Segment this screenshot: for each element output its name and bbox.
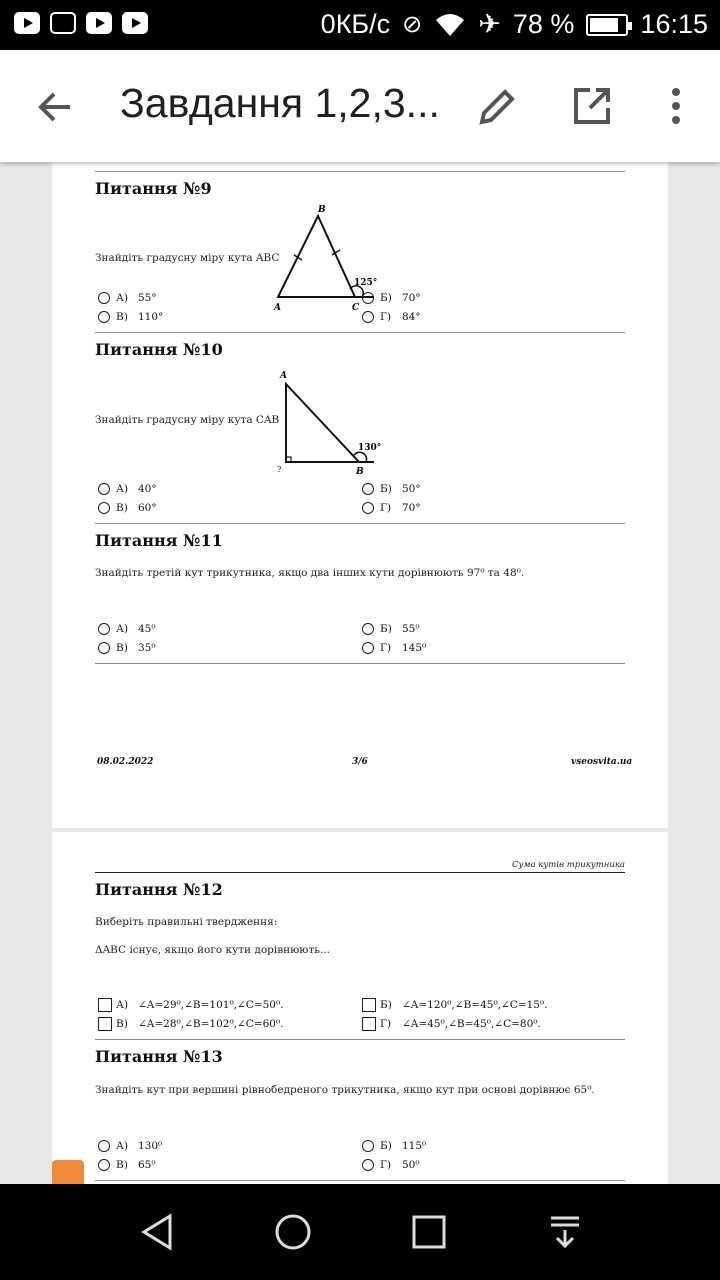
question-text: Знайдіть градусну міру кута CAB: [95, 414, 280, 426]
radio-icon[interactable]: [362, 642, 374, 654]
option-d[interactable]: Г) 84°: [362, 311, 421, 323]
footer-page: 3/6: [352, 757, 368, 767]
checkbox-icon[interactable]: [362, 998, 376, 1012]
question-title: Питання №12: [95, 880, 223, 899]
youtube-notification-icon: [14, 12, 40, 34]
option-b[interactable]: Б) 115⁰: [362, 1140, 426, 1152]
radio-icon[interactable]: [362, 1140, 374, 1152]
option-b[interactable]: Б) 50°: [362, 483, 421, 495]
radio-icon[interactable]: [362, 623, 374, 635]
angle-label: 130°: [358, 443, 382, 453]
youtube-notification-icon: [86, 12, 112, 34]
question-text: Знайдіть третій кут трикутника, якщо два інших кути дорівнюють 97⁰ та 48⁰.: [95, 567, 525, 579]
option-b[interactable]: Б) ∠A=120⁰,∠B=45⁰,∠C=15⁰.: [362, 998, 548, 1012]
question-text: ΔABC існує, якщо його кути дорівнюють...: [95, 944, 330, 956]
divider: [95, 332, 625, 333]
radio-icon[interactable]: [362, 311, 374, 323]
footer-date: 08.02.2022: [97, 757, 154, 767]
option-a[interactable]: А) 55°: [98, 292, 157, 304]
divider: [95, 171, 625, 172]
image-notification-icon: [50, 12, 76, 34]
radio-icon[interactable]: [362, 292, 374, 304]
option-d[interactable]: Г) 50⁰: [362, 1159, 420, 1171]
edit-pencil-icon[interactable]: [474, 82, 522, 130]
battery-percent: 78 %: [512, 9, 575, 39]
airplane-icon: ✈: [478, 9, 501, 39]
pdf-viewer[interactable]: [0, 162, 720, 1184]
battery-icon: [586, 14, 628, 36]
checkbox-icon[interactable]: [98, 1017, 112, 1031]
wifi-icon: [434, 12, 466, 38]
network-speed: 0КБ/с: [320, 9, 391, 39]
more-vert-icon[interactable]: [652, 82, 700, 130]
back-triangle-icon[interactable]: [138, 1212, 178, 1252]
radio-icon[interactable]: [98, 502, 110, 514]
divider: [95, 523, 625, 524]
vertex-label: ?: [277, 465, 282, 474]
option-d[interactable]: Г) 70°: [362, 502, 421, 514]
option-c[interactable]: В) 60°: [98, 502, 157, 514]
vibrate-off-icon: ⊘: [402, 11, 423, 38]
radio-icon[interactable]: [98, 642, 110, 654]
option-a[interactable]: А) 45⁰: [98, 623, 156, 635]
back-arrow-icon[interactable]: [30, 82, 80, 132]
option-d[interactable]: Г) ∠A=45⁰,∠B=45⁰,∠C=80⁰.: [362, 1017, 541, 1031]
option-c[interactable]: В) 65⁰: [98, 1159, 156, 1171]
pdf-page: [52, 832, 668, 1184]
radio-icon[interactable]: [362, 483, 374, 495]
option-c[interactable]: В) 35⁰: [98, 642, 156, 654]
radio-icon[interactable]: [98, 292, 110, 304]
pdf-page: [52, 162, 668, 828]
home-circle-icon[interactable]: [273, 1212, 313, 1252]
notification-pulldown-icon[interactable]: [545, 1212, 585, 1252]
radio-icon[interactable]: [98, 1140, 110, 1152]
youtube-notification-icon: [122, 12, 148, 34]
question-title: Питання №13: [95, 1047, 223, 1066]
checkbox-icon[interactable]: [362, 1017, 376, 1031]
radio-icon[interactable]: [98, 623, 110, 635]
page-header-note: Сума кутів трикутника: [512, 860, 625, 870]
vertex-label: A: [280, 371, 287, 381]
option-a[interactable]: А) ∠A=29⁰,∠B=101⁰,∠C=50⁰.: [98, 998, 284, 1012]
question-title: Питання №9: [95, 179, 212, 198]
checkbox-icon[interactable]: [98, 998, 112, 1012]
question-text: Знайдіть градусну міру кута ABC: [95, 252, 280, 264]
app-bar: [0, 50, 720, 162]
radio-icon[interactable]: [98, 311, 110, 323]
angle-label: 125°: [354, 278, 378, 288]
option-b[interactable]: Б) 55⁰: [362, 623, 420, 635]
footer-site: vseosvita.ua: [571, 757, 633, 767]
option-a[interactable]: А) 40°: [98, 483, 157, 495]
question-text: Виберіть правильні твердження:: [95, 916, 278, 928]
floating-tab-button[interactable]: [52, 1160, 84, 1184]
option-c[interactable]: В) 110°: [98, 311, 163, 323]
vertex-label: B: [318, 205, 326, 215]
notification-icons: [14, 12, 148, 34]
vertex-label: A: [274, 303, 281, 312]
clock: 16:15: [640, 9, 708, 39]
question-title: Питання №11: [95, 531, 223, 550]
open-external-icon[interactable]: [568, 82, 616, 130]
option-a[interactable]: А) 130⁰: [98, 1140, 162, 1152]
radio-icon[interactable]: [98, 483, 110, 495]
recents-square-icon[interactable]: [409, 1212, 449, 1252]
option-d[interactable]: Г) 145⁰: [362, 642, 426, 654]
navigation-bar: [0, 1184, 720, 1280]
divider: [95, 872, 625, 873]
radio-icon[interactable]: [362, 1159, 374, 1171]
radio-icon[interactable]: [362, 502, 374, 514]
question-title: Питання №10: [95, 340, 223, 359]
radio-icon[interactable]: [98, 1159, 110, 1171]
option-b[interactable]: Б) 70°: [362, 292, 421, 304]
vertex-label: B: [356, 467, 364, 477]
document-title: Завдання 1,2,3...: [120, 80, 440, 126]
triangle-figure: [274, 368, 384, 478]
vertex-label: C: [352, 303, 360, 312]
divider: [95, 1180, 625, 1181]
divider: [95, 663, 625, 664]
option-c[interactable]: В) ∠A=28⁰,∠B=102⁰,∠C=60⁰.: [98, 1017, 284, 1031]
divider: [95, 1039, 625, 1040]
status-bar: [0, 0, 720, 50]
question-text: Знайдіть кут при вершині рівнобедреного трикутника, якщо кут при основі дорівнює 65⁰.: [95, 1084, 595, 1096]
